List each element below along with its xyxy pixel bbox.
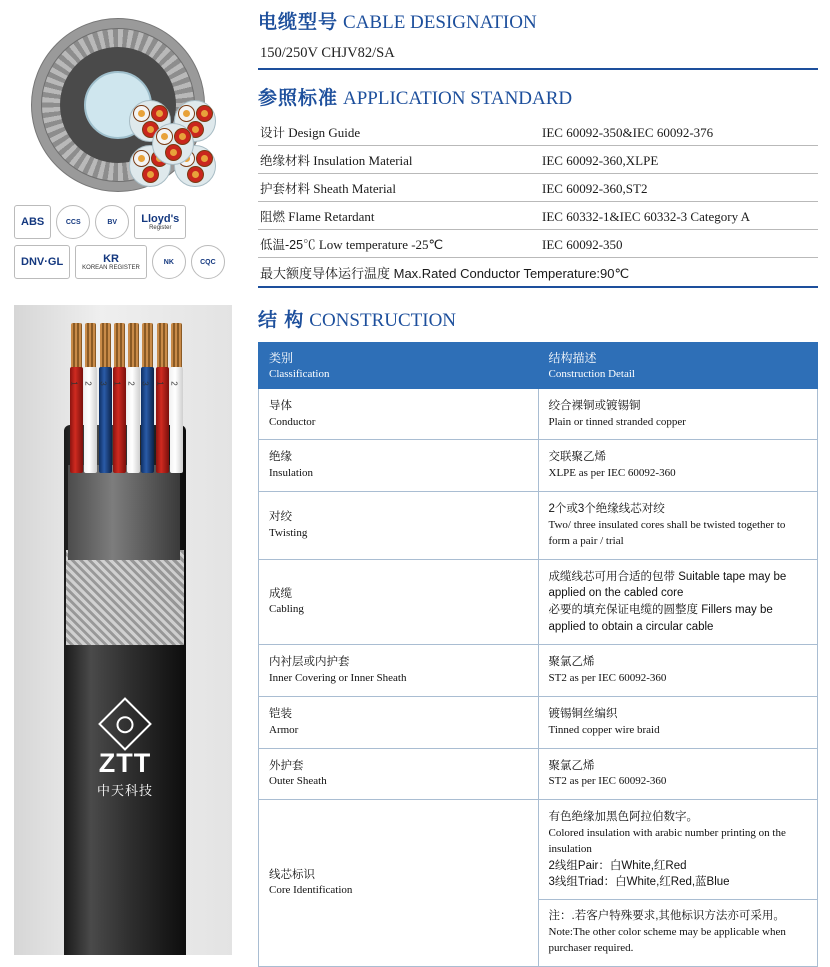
- core-id-triad-colors: 3线组Triad：白White,红Red,蓝Blue: [548, 876, 730, 889]
- triad-group: [152, 123, 194, 165]
- classification-en: Twisting: [269, 526, 308, 539]
- standard-label-cn: 设计: [260, 125, 286, 140]
- cable-designation-value: 150/250V CHJV82/SA: [258, 42, 818, 70]
- core-id-line1-en: Colored insulation with arabic number printing on the insulation: [548, 826, 786, 855]
- standard-label-cn: 低温-25℃: [260, 237, 316, 252]
- core-red: [196, 150, 213, 167]
- detail-cell: [538, 559, 818, 645]
- filler-area: [84, 71, 152, 139]
- classification-cell: [259, 696, 539, 748]
- table-row-core-identification: [259, 800, 818, 966]
- copper-conductor: [100, 323, 111, 371]
- detail-en: XLPE as per IEC 60092-360: [548, 467, 676, 480]
- section-title-cn: 电缆型号: [258, 12, 339, 33]
- cert-logo-abs: [14, 205, 51, 239]
- classification-cn: 导体: [269, 399, 292, 412]
- core-id-note-en: Note:The other color scheme may be applicable when purchaser required.: [548, 925, 786, 954]
- core-number: 3: [140, 381, 150, 386]
- classification-cell: [259, 492, 539, 560]
- standard-label-en: Design Guide: [288, 124, 361, 140]
- classification-cell: [259, 388, 539, 440]
- copper-conductor: [71, 323, 82, 371]
- classification-en: Cabling: [269, 603, 304, 616]
- core-red: [151, 105, 168, 122]
- section-header-standard: [258, 88, 818, 111]
- core-strand: [141, 323, 153, 473]
- classification-en: Insulation: [269, 467, 313, 480]
- standard-label: [258, 201, 540, 229]
- core-white: [178, 105, 195, 122]
- standard-label: [258, 173, 540, 201]
- standard-label: [258, 118, 540, 146]
- detail-cn: 交联聚乙烯: [548, 451, 606, 464]
- cert-logo-row: [14, 245, 232, 279]
- cable-core-bundle: [70, 323, 182, 473]
- table-row-max-temp: [258, 257, 818, 287]
- cert-logo-label: NK: [163, 258, 174, 266]
- table-row: [258, 173, 818, 201]
- detail-en: Two/ three insulated cores shall be twisted together to form a pair / trial: [548, 518, 786, 547]
- core-number: 2: [83, 381, 93, 386]
- classification-cell: [259, 748, 539, 800]
- max-rated-temperature: 最大额度导体运行温度 Max.Rated Conductor Temperature:90℃: [258, 257, 818, 287]
- classification-en: Conductor: [269, 415, 316, 428]
- detail-cell: [538, 748, 818, 800]
- core-number: 1: [155, 381, 165, 386]
- core-strand: [127, 323, 139, 473]
- standard-label-en: Insulation Material: [313, 152, 413, 168]
- cert-logo-row: [14, 205, 232, 239]
- standard-label-cn: 阻燃: [260, 209, 286, 224]
- classification-cn: 对绞: [269, 511, 292, 524]
- core-white: [133, 150, 150, 167]
- certification-logos: [14, 205, 232, 300]
- standard-value: IEC 60092-350&IEC 60092-376: [540, 118, 818, 146]
- right-content-column: [258, 0, 818, 967]
- cert-logo-bv: [95, 205, 129, 239]
- cert-logo-label: BV: [107, 218, 118, 226]
- section-title-en: CABLE DESIGNATION: [343, 12, 537, 33]
- cert-logo-label: ABS: [21, 215, 45, 228]
- core-strand: [70, 323, 82, 473]
- construction-table: [258, 342, 818, 966]
- column-header-cn: 类别: [269, 351, 294, 366]
- cert-logo-label: CCS: [65, 218, 81, 226]
- classification-cell: [259, 645, 539, 697]
- classification-en: Outer Sheath: [269, 775, 327, 788]
- classification-cell: [259, 800, 539, 966]
- cert-logo-ccs: [56, 205, 90, 239]
- detail-en: Plain or tinned stranded copper: [548, 415, 686, 428]
- table-row: [258, 201, 818, 229]
- standard-label-en: Sheath Material: [313, 180, 396, 196]
- copper-conductor: [142, 323, 153, 371]
- standard-label: [258, 145, 540, 173]
- detail-cn: 镀锡铜丝编织: [548, 707, 618, 720]
- standard-value: IEC 60092-360,ST2: [540, 173, 818, 201]
- outer-sheath-ring: [31, 18, 205, 192]
- classification-en: Core Identification: [269, 884, 353, 897]
- core-number: 1: [112, 381, 122, 386]
- cert-logo-sub: Register: [149, 224, 172, 231]
- column-header-detail: [538, 343, 818, 388]
- core-strand: [99, 323, 111, 473]
- detail-cell: [538, 696, 818, 748]
- classification-en: Armor: [269, 723, 299, 736]
- cert-logo-lloyds: [134, 205, 186, 239]
- cert-logo-dnvgl: [14, 245, 70, 279]
- classification-cell: [259, 559, 539, 645]
- core-strand: [156, 323, 168, 473]
- cert-logo-label: Lloyd's: [141, 212, 180, 225]
- standard-label-cn: 护套材料: [260, 181, 311, 196]
- column-header-en: Construction Detail: [548, 367, 635, 380]
- classification-en: Inner Covering or Inner Sheath: [269, 672, 407, 684]
- copper-conductor: [85, 323, 96, 371]
- cert-logo-label: KR: [103, 252, 119, 265]
- core-strand: [170, 323, 182, 473]
- column-header-en: Classification: [269, 367, 330, 380]
- core-id-note-cn: 注：.若客户特殊要求,其他标识方法亦可采用。: [548, 910, 785, 923]
- copper-conductor: [157, 323, 168, 371]
- core-red: [142, 166, 159, 183]
- table-row: [259, 440, 818, 492]
- core-red: [174, 128, 191, 145]
- detail-en: 必要的填充保证电缆的圆整度 Fillers may be applied to obtain a circular cable: [548, 603, 773, 633]
- section-title-en: CONSTRUCTION: [309, 309, 457, 331]
- cert-logo-label: DNV·GL: [21, 255, 64, 268]
- detail-cn: 成缆线芯可用合适的包带 Suitable tape may be applied on the cabled core: [548, 570, 787, 600]
- detail-cell: [538, 800, 818, 966]
- classification-cn: 内衬层或内护套: [269, 656, 350, 669]
- classification-cn: 外护套: [269, 759, 304, 772]
- standard-value: IEC 60092-350: [540, 229, 818, 257]
- column-header-cn: 结构描述: [548, 351, 597, 366]
- detail-en: ST2 as per IEC 60092-360: [548, 672, 667, 684]
- table-row: [258, 229, 818, 257]
- table-header-row: [259, 343, 818, 388]
- classification-cn: 绝缘: [269, 451, 292, 464]
- section-title-cn: 参照标准: [258, 87, 339, 109]
- core-red: [196, 105, 213, 122]
- cert-logo-sub: KOREAN REGISTER: [82, 264, 140, 271]
- ztt-diamond-icon: [98, 697, 152, 751]
- core-id-line1-cn: 有色绝缘加黑色阿拉伯数字。: [548, 811, 698, 824]
- core-number: 2: [169, 381, 179, 386]
- cert-logo-label: CQC: [200, 258, 216, 266]
- core-red: [165, 144, 182, 161]
- classification-cn: 成缆: [269, 587, 292, 600]
- table-row: [259, 696, 818, 748]
- core-white: [133, 105, 150, 122]
- ztt-brand-logo: [92, 705, 158, 800]
- detail-cn: 聚氯乙烯: [548, 759, 595, 772]
- core-number: 3: [98, 381, 108, 386]
- ztt-letters: ZTT: [98, 748, 152, 778]
- cable-cross-section-diagram: [18, 18, 218, 193]
- table-row: [258, 145, 818, 173]
- detail-cell: [538, 440, 818, 492]
- classification-cell: [259, 440, 539, 492]
- standard-label-en: Flame Retardant: [288, 208, 375, 224]
- standard-label-cn: 绝缘材料: [260, 153, 311, 168]
- application-standard-table: [258, 118, 818, 288]
- core-strand: [113, 323, 125, 473]
- section-title-en: APPLICATION STANDARD: [343, 87, 573, 109]
- core-number: 1: [69, 381, 79, 386]
- detail-en: ST2 as per IEC 60092-360: [548, 775, 667, 788]
- core-number: 2: [126, 381, 136, 386]
- standard-label-en: Low temperature -25℃: [318, 236, 444, 252]
- standard-value: IEC 60332-1&IEC 60332-3 Category A: [540, 201, 818, 229]
- detail-cn: 绞合裸铜或镀锡铜: [548, 399, 641, 412]
- table-row: [258, 118, 818, 146]
- table-row: [259, 388, 818, 440]
- core-red: [187, 166, 204, 183]
- core-white: [156, 128, 173, 145]
- left-illustration-column: [0, 0, 250, 964]
- cable-braid-armor: [66, 550, 184, 645]
- table-row: [259, 492, 818, 560]
- core-strand: [84, 323, 96, 473]
- core-id-pair-colors: 2线组Pair：白White,红Red: [548, 859, 687, 872]
- cable-inner-sheath: [68, 465, 180, 560]
- classification-cn: 铠装: [269, 707, 292, 720]
- cert-logo-nk: [152, 245, 186, 279]
- classification-cn: 线芯标识: [269, 868, 315, 881]
- section-header-designation: [258, 12, 818, 35]
- detail-cell: [538, 492, 818, 560]
- table-row: [259, 645, 818, 697]
- detail-en: Tinned copper wire braid: [548, 723, 660, 736]
- cert-logo-cqc: [191, 245, 225, 279]
- cable-cutaway-photo: [14, 305, 232, 955]
- core-id-note: [539, 899, 818, 957]
- table-row: [259, 748, 818, 800]
- copper-conductor: [114, 323, 125, 371]
- detail-cell: [538, 645, 818, 697]
- standard-value: IEC 60092-360,XLPE: [540, 145, 818, 173]
- inner-sheath-ring: [60, 47, 176, 163]
- section-title-cn: 结 构: [258, 309, 305, 331]
- copper-conductor: [128, 323, 139, 371]
- copper-conductor: [171, 323, 182, 371]
- table-row: [259, 559, 818, 645]
- ztt-chinese-name: 中天科技: [96, 783, 153, 799]
- braid-armor-ring: [41, 28, 195, 182]
- detail-cell: [538, 388, 818, 440]
- section-header-construction: [258, 310, 818, 333]
- detail-cn: 2个或3个绝缘线芯对绞: [548, 503, 665, 516]
- cert-logo-kr: [75, 245, 147, 279]
- detail-cn: 聚氯乙烯: [548, 656, 595, 669]
- column-header-classification: [259, 343, 539, 388]
- standard-label: [258, 229, 540, 257]
